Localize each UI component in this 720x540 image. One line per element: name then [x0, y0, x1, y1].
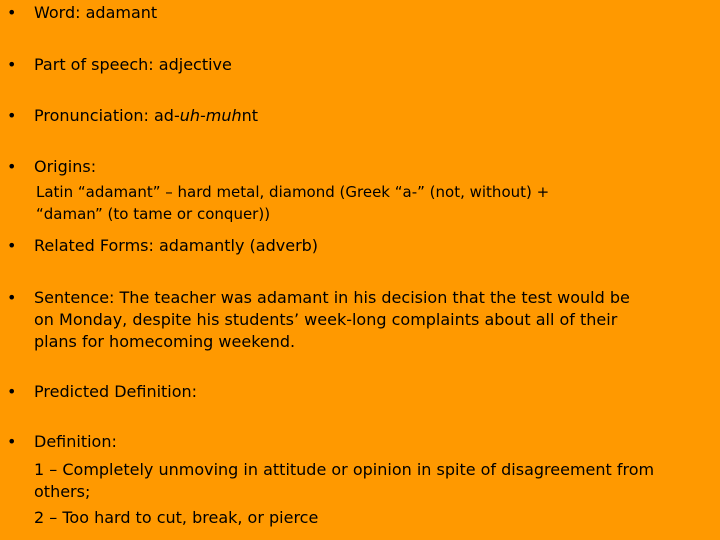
part-of-speech-row	[34, 55, 710, 75]
related-forms-label: Related Forms:	[34, 236, 154, 255]
bullet-part-of-speech: •	[7, 55, 17, 74]
bullet-predicted-definition: •	[7, 382, 17, 401]
definition-row	[34, 432, 710, 452]
word-row	[34, 3, 710, 23]
pronunciation-row	[34, 106, 710, 126]
sentence-line-3: plans for homecoming weekend.	[34, 332, 296, 351]
sentence-row	[34, 288, 710, 308]
definition-line-2: others;	[34, 482, 91, 501]
related-forms-row	[34, 236, 710, 256]
word-value: adamant	[85, 3, 158, 22]
definition-line-3: 2 – Too hard to cut, break, or pierce	[34, 508, 319, 527]
predicted-definition-row	[34, 382, 710, 402]
related-forms-value: adamantly (adverb)	[158, 236, 319, 255]
origins-line-1: Latin “adamant” – hard metal, diamond (Greek “a-” (not, without) +	[36, 183, 550, 201]
definition-line-1: 1 – Completely unmoving in attitude or opinion in spite of disagreement from	[34, 460, 655, 479]
bullet-origins: •	[7, 157, 17, 176]
origins-row	[34, 157, 710, 177]
sentence-label: Sentence:	[34, 288, 115, 307]
pronunciation-label: Pronunciation:	[34, 106, 149, 125]
predicted-definition-label: Predicted Definition:	[34, 382, 198, 401]
part-of-speech-label: Part of speech:	[34, 55, 154, 74]
sentence-line-2: on Monday, despite his students’ week-long complaints about all of their	[34, 310, 618, 329]
sentence-line-1: The teacher was adamant in his decision that the test would be	[119, 288, 630, 307]
origins-line-2: “daman” (to tame or conquer))	[36, 205, 271, 223]
bullet-word: •	[7, 3, 17, 22]
pronunciation-stressed: uh-muh	[179, 106, 242, 125]
origins-label: Origins:	[34, 157, 97, 176]
bullet-sentence: •	[7, 288, 17, 307]
definition-label: Definition:	[34, 432, 117, 451]
bullet-definition: •	[7, 432, 17, 451]
part-of-speech-value: adjective	[158, 55, 232, 74]
bullet-related-forms: •	[7, 236, 17, 255]
pronunciation-prefix: ad-	[153, 106, 180, 125]
bullet-pronunciation: •	[7, 106, 17, 125]
word-label: Word:	[34, 3, 81, 22]
pronunciation-suffix: nt	[241, 106, 259, 125]
